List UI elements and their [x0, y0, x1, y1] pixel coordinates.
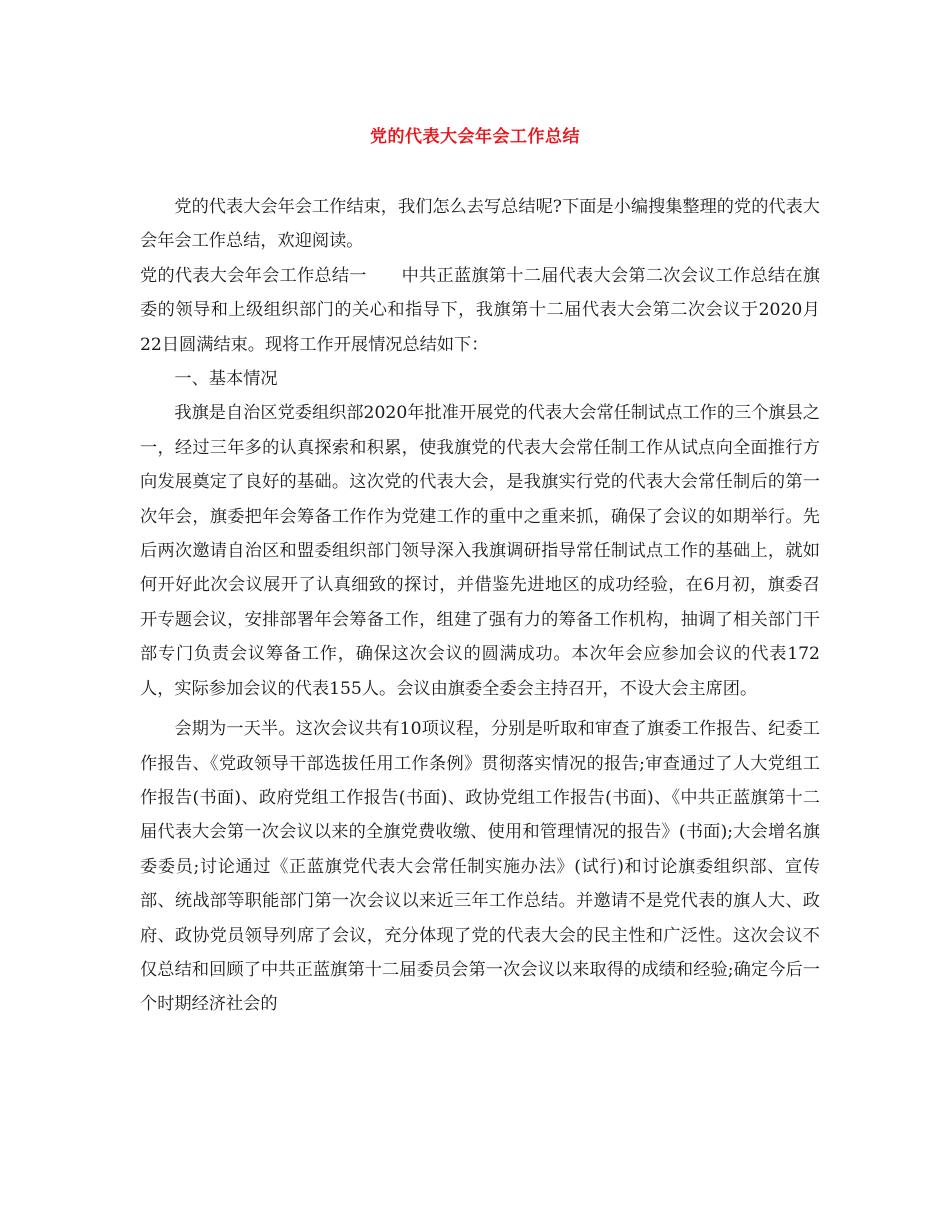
intro-paragraph: 党的代表大会年会工作结束，我们怎么去写总结呢?下面是小编搜集整理的党的代表大会年会工作总结，欢迎阅读。	[140, 197, 820, 252]
basic-situation-paragraph: 我旗是自治区党委组织部2020年批准开展党的代表大会常任制试点工作的三个旗县之一，经过三年多的认真探索和积累，使我旗党的代表大会常任制工作从试点向全面推行方向发展奠定了良好的基础。这次党的代表大会，是我旗实行党的代表大会常任制后的第一次年会，旗委把年会筹备工作作为党建工作的重中之重来抓，确保了会议的如期举行。先后两次邀请自治区和盟委组织部门领导深入我旗调研指导常任制试点工作的基础上，就如何开好此次会议展开了认真细致的探讨，并借鉴先进地区的成功经验，在6月初，旗委召开专题会议，安排部署年会筹备工作，组建了强有力的筹备工作机构，抽调了相关部门干部专门负责会议筹备工作，确保这次会议的圆满成功。本次年会应参加会议的代表172人，实际参加会议的代表155人。会议由旗委全委会主持召开，不设大会主席团。	[140, 403, 820, 699]
agenda-paragraph: 会期为一天半。这次会议共有10项议程，分别是听取和审查了旗委工作报告、纪委工作报告、《党政领导干部选拔任用工作条例》贯彻落实情况的报告;审查通过了人大党组工作报告(书面)、政府党组工作报告(书面)、政协党组工作报告(书面)、《中共正蓝旗第十二届代表大会第一次会议以来的全旗党费收缴、使用和管理情况的报告》(书面);大会增名旗委委员;讨论通过《正蓝旗党代表大会常任制实施办法》(试行)和讨论旗委组织部、宣传部、统战部等职能部门第一次会议以来近三年工作总结。并邀请不是党代表的旗人大、政府、政协党员领导列席了会议，充分体现了党的代表大会的民主性和广泛性。这次会议不仅总结和回顾了中共正蓝旗第十二届委员会第一次会议以来取得的成绩和经验;确定今后一个时期经济社会的	[140, 719, 820, 1015]
section-heading: 一、基本情况	[174, 369, 278, 390]
document-title: 党的代表大会年会工作总结	[370, 127, 580, 147]
document-body	[140, 190, 820, 1022]
summary-heading-paragraph: 党的代表大会年会工作总结一 中共正蓝旗第十二届代表大会第二次会议工作总结在旗委的领导和上级组织部门的关心和指导下，我旗第十二届代表大会第二次会议于2020月22日圆满结束。现将工作开展情况总结如下：	[140, 265, 820, 355]
